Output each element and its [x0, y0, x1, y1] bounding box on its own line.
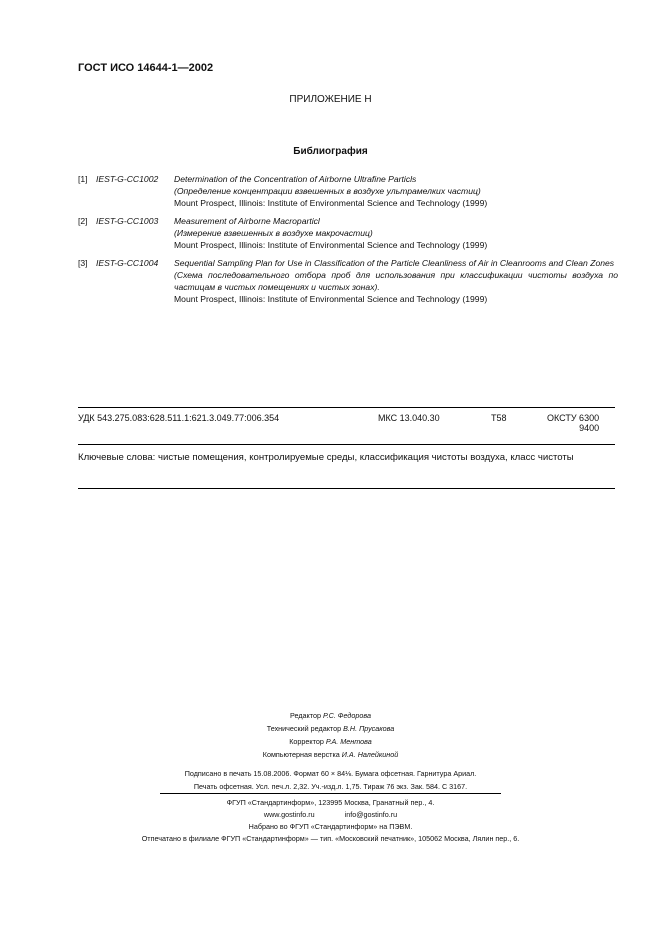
- reference-publisher: Mount Prospect, Illinois: Institute of Environmental Science and Technology (1999): [174, 294, 488, 304]
- publisher-info: [0, 797, 661, 845]
- credit-name: Р.С. Федорова: [322, 711, 371, 720]
- appendix-label: ПРИЛОЖЕНИЕ Н: [289, 94, 372, 105]
- reference-code: IEST-G-CC1003: [96, 216, 159, 226]
- print-info-line-2: Печать офсетная. Усл. печ.л. 2,32. Уч.-изд.л. 1,75. Тираж 76 экз. Зак. 584. С 3167.: [193, 782, 468, 791]
- publisher-address: ФГУП «Стандартинформ», 123995 Москва, Гранатный пер., 4.: [226, 798, 435, 807]
- reference-body: [174, 215, 618, 251]
- credit-line: [0, 722, 661, 735]
- reference-code: IEST-G-CC1002: [96, 174, 159, 184]
- publisher-website: www.gostinfo.ru: [263, 810, 315, 819]
- credit-role: Корректор: [289, 737, 324, 746]
- reference-title: Determination of the Concentration of Airborne Ultrafine Particls: [174, 174, 417, 184]
- mks-code: МКС 13.040.30: [378, 413, 440, 423]
- reference-number: [1]: [78, 174, 88, 184]
- typeset-note: Набрано во ФГУП «Стандартинформ» на ПЭВМ.: [248, 822, 413, 831]
- publisher-email: info@gostinfo.ru: [344, 810, 398, 819]
- reference-item: [78, 215, 618, 251]
- credit-line: [0, 709, 661, 722]
- reference-body: [174, 257, 618, 305]
- reference-translation: (Схема последовательного отбора проб для использования при классификации чистоты воздуха по частицам в чистых помещениях и чистых зонах).: [174, 270, 618, 292]
- credit-role: Компьютерная верстка: [262, 750, 340, 759]
- credit-line: [0, 735, 661, 748]
- udk-code: УДК 543.275.083:628.511.1:621.3.049.77:006.354: [78, 413, 280, 423]
- credit-name: В.Н. Прусакова: [343, 724, 395, 733]
- reference-title: Sequential Sampling Plan for Use in Classification of the Particle Cleanliness of Air in Cleanrooms and Clean Zones: [174, 258, 615, 268]
- reference-publisher: Mount Prospect, Illinois: Institute of Environmental Science and Technology (1999): [174, 240, 488, 250]
- reference-number: [3]: [78, 258, 88, 268]
- bibliography-list: [78, 173, 618, 311]
- divider-rule: [78, 444, 615, 445]
- credit-name: И.А. Налейкиной: [341, 750, 399, 759]
- divider-rule: [78, 488, 615, 489]
- reference-publisher: Mount Prospect, Illinois: Institute of Environmental Science and Technology (1999): [174, 198, 488, 208]
- reference-code: IEST-G-CC1004: [96, 258, 159, 268]
- printed-note: Отпечатано в филиале ФГУП «Стандартинформ» — тип. «Московский печатник», 105062 Москва, Лялин пер., 6.: [141, 834, 520, 843]
- credit-role: Редактор: [290, 711, 321, 720]
- section-heading: Библиография: [293, 146, 368, 157]
- document-code: ГОСТ ИСО 14644-1—2002: [78, 62, 214, 74]
- t-code: T58: [491, 413, 507, 423]
- reference-title: Measurement of Airborne Macroparticl: [174, 216, 320, 226]
- reference-item: [78, 173, 618, 209]
- keywords: Ключевые слова: чистые помещения, контролируемые среды, классификация чистоты воздуха, класс чистоты: [78, 452, 574, 463]
- okstu-line-2: 9400: [579, 423, 600, 433]
- divider-rule: [78, 407, 615, 408]
- credit-name: Р.А. Ментова: [325, 737, 372, 746]
- credit-line: [0, 748, 661, 761]
- imprint-divider: [160, 793, 501, 794]
- credit-role: Технический редактор: [266, 724, 342, 733]
- reference-body: [174, 173, 618, 209]
- reference-item: [78, 257, 618, 305]
- reference-translation: (Измерение взвешенных в воздухе макрочастиц): [174, 228, 373, 238]
- credits-block: [0, 709, 661, 761]
- okstu-line-1: ОКСТУ 6300: [547, 413, 600, 423]
- print-info-line-1: Подписано в печать 15.08.2006. Формат 60 × 84⅛. Бумага офсетная. Гарнитура Ариал.: [184, 769, 477, 778]
- print-info: [0, 767, 661, 793]
- reference-number: [2]: [78, 216, 88, 226]
- okstu-code: [547, 413, 599, 433]
- publisher-contacts: [0, 809, 661, 821]
- reference-translation: (Определение концентрации взвешенных в воздухе ультрамелких частиц): [174, 186, 481, 196]
